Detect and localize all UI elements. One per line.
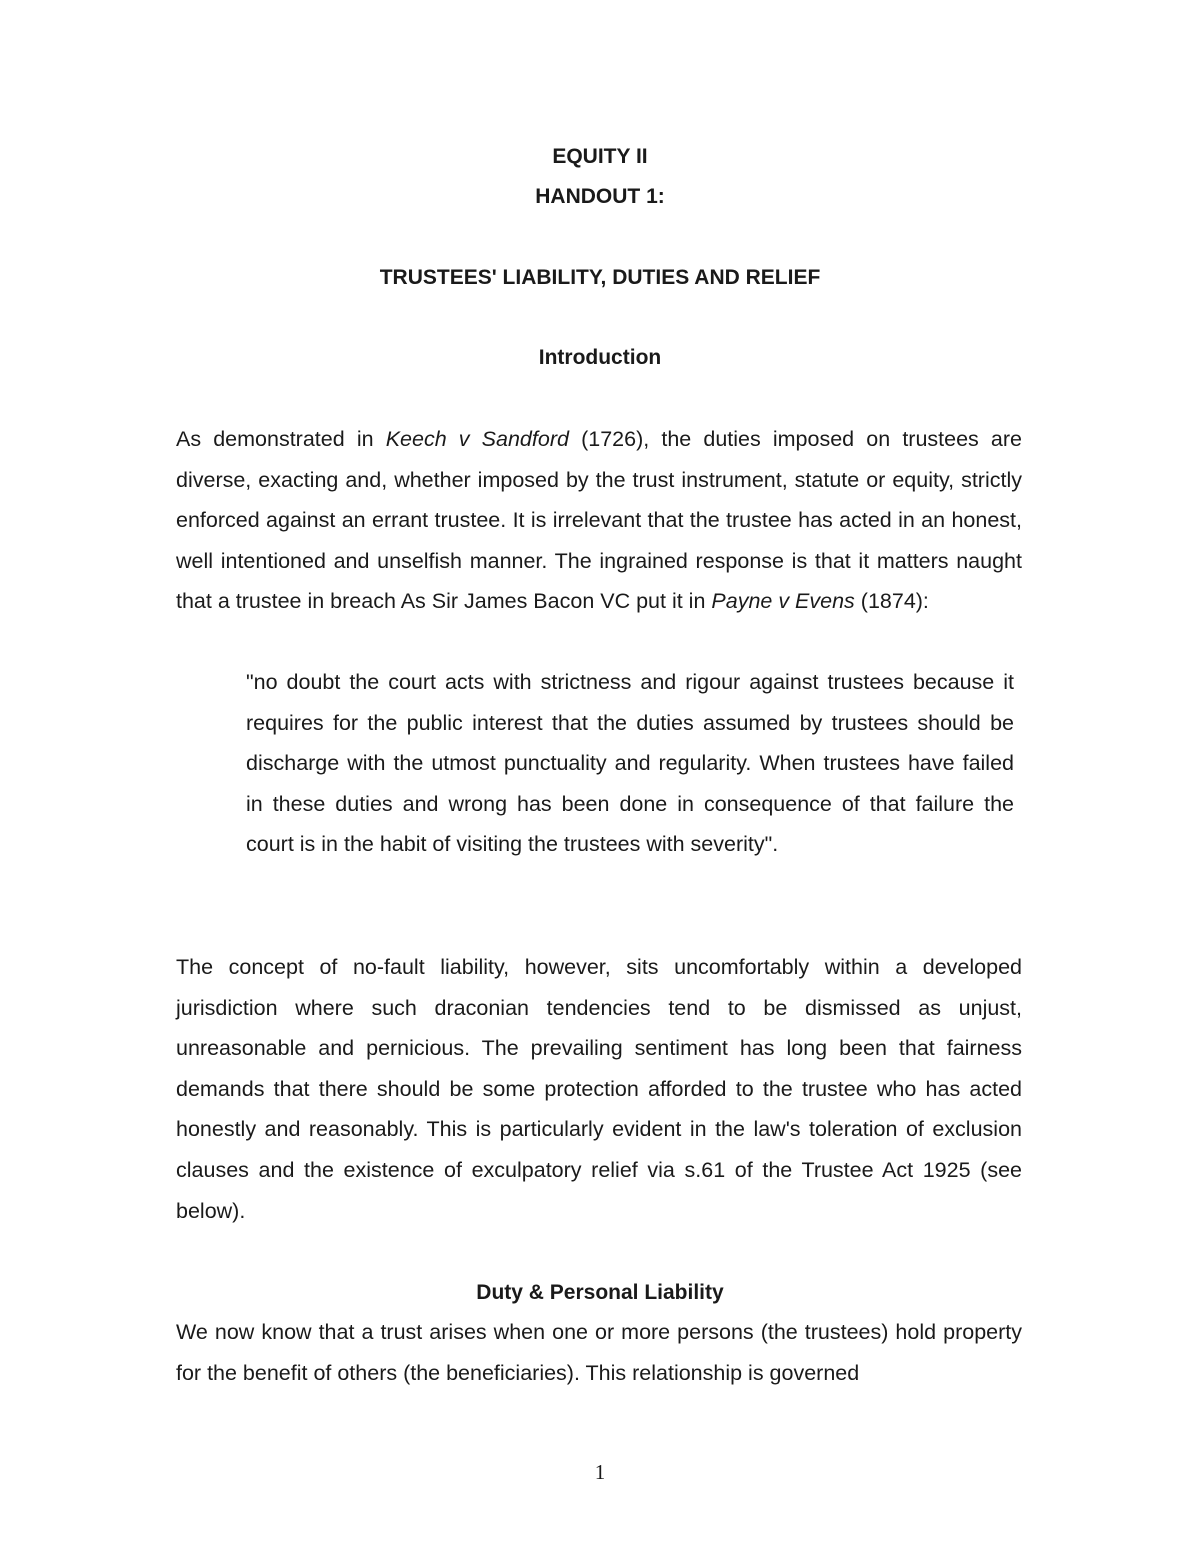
page-number: 1 xyxy=(594,1460,606,1484)
handout-title: HANDOUT 1: xyxy=(535,185,665,208)
case-payne-v-evens: Payne v Evens xyxy=(711,589,855,614)
document-title: TRUSTEES' LIABILITY, DUTIES AND RELIEF xyxy=(379,266,821,289)
para1-text-a: As demonstrated in xyxy=(176,427,386,451)
para1-text-b: (1726), the duties imposed on trustees are diverse, exacting and, whether imposed by the trust instrument, statute or equity, strictly enforced against an errant trustee. It is irrelevant that the trustee has acted in an honest, well intentioned and unselfish manner. The ingrained response is that it matters naught that a trustee in breach As Sir James Bacon VC put it in xyxy=(176,427,1023,614)
case-keech-v-sandford: Keech v Sandford xyxy=(385,427,569,451)
duty-heading: Duty & Personal Liability xyxy=(476,1281,724,1304)
introduction-paragraph-2: The concept of no-fault liability, however, sits uncomfortably within a developed jurisdiction where such draconian tendencies tend to be dismissed as unjust, unreasonable and pernicious. The prevailing sentiment has long been that fairness demands that there should be some protection afforded to the trustee who has acted honestly and reasonably. This is particularly evident in the law's toleration of exclusion clauses and the existence of exculpatory relief via s.61 of the Trustee Act 1925 (see below). xyxy=(176,955,1022,1223)
para1-text-c: (1874): xyxy=(854,589,929,614)
course-title: EQUITY II xyxy=(552,145,648,168)
introduction-heading: Introduction xyxy=(538,346,662,369)
duty-paragraph: We now know that a trust arises when one or more persons (the trustees) hold property for the benefit of others (the beneficiaries). This relationship is governed xyxy=(176,1320,1022,1385)
block-quote: "no doubt the court acts with strictness and rigour against trustees because it requires for the public interest that the duties assumed by trustees should be discharge with the utmost punctuality and regularity. When trustees have failed in these duties and wrong has been done in consequence of that failure the court is in the habit of visiting the trustees with severity". xyxy=(246,670,1014,857)
introduction-paragraph-1 xyxy=(176,419,1022,622)
